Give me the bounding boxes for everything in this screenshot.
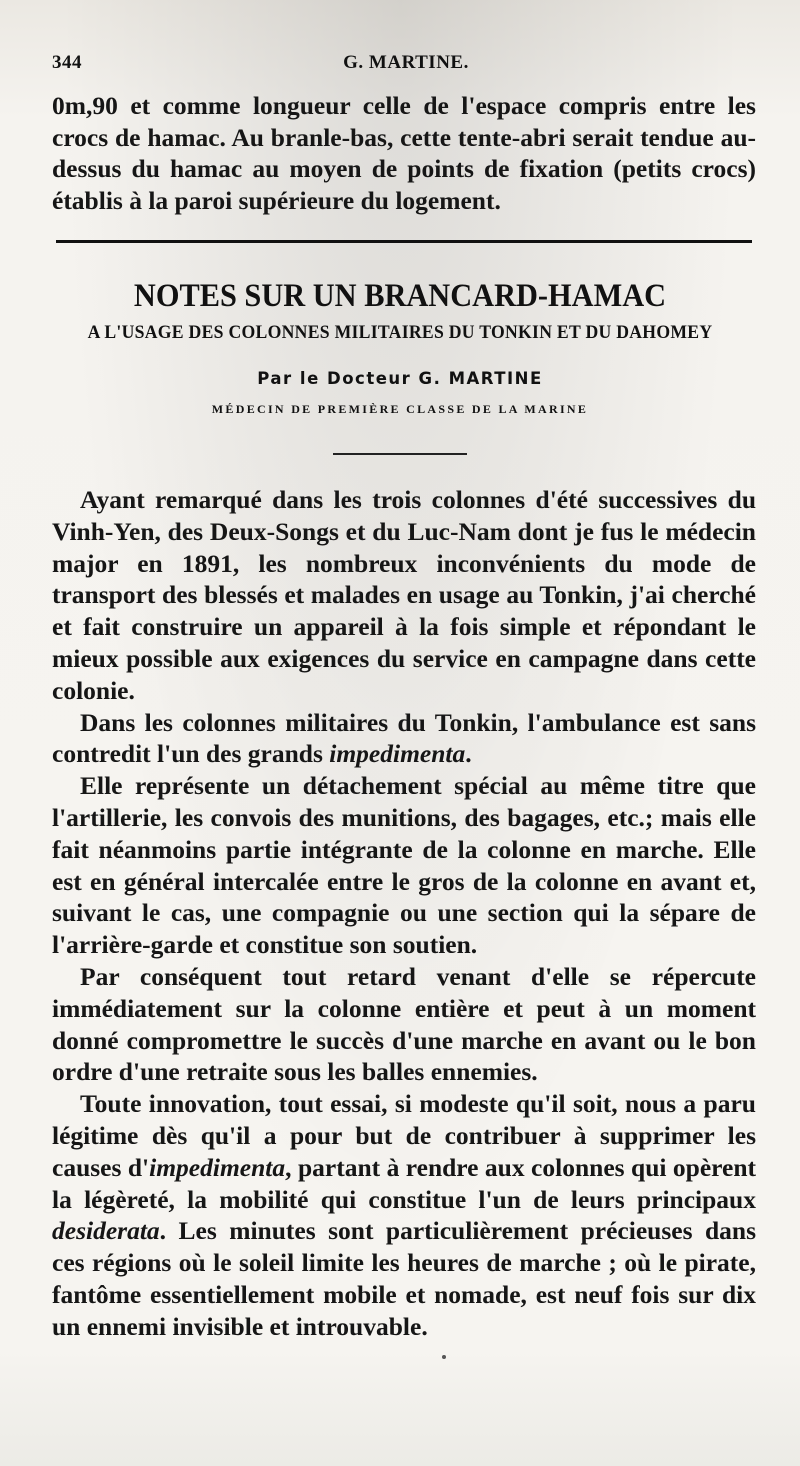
- body-paragraph-1: Ayant remarqué dans les trois colonnes d'été successives du Vinh-Yen, des Deux-Songs et du Luc-Nam dont je fus le médecin major en 1891, les nombreux inconvénients du mode de transport des blessés et malades en usage au Tonkin, j'ai cherché et fait construire un appareil à la fois simple et répondant le mieux possible aux exigences du service en campagne dans cette colonie.: [52, 485, 756, 705]
- body-paragraph-4: Par conséquent tout retard venant d'elle se répercute immédiatement sur la colonne entière et peut à un moment donné compromettre le succès d'une marche en avant ou le bon ordre d'une retraite sous les balles ennemies.: [52, 961, 756, 1087]
- italic-term: impedimenta: [149, 1152, 286, 1182]
- running-head: [52, 52, 760, 78]
- body-paragraph-2-end: .: [465, 739, 472, 769]
- article-body: [52, 484, 756, 1343]
- title-separator-rule: [333, 453, 467, 455]
- body-paragraph-5: [52, 1088, 756, 1342]
- body-paragraph-5-text-b: , partant à rendre aux colonnes qui opèrent la légèreté, la mobilité qui constitue l'un de leurs principaux: [52, 1152, 757, 1214]
- end-mark: [442, 1355, 446, 1359]
- article-subtitle: A L'USAGE DES COLONNES MILITAIRES DU TONKIN ET DU DAHOMEY: [87, 322, 713, 343]
- article-title: NOTES SUR UN BRANCARD-HAMAC: [133, 278, 667, 314]
- intro-paragraph-block: [52, 90, 756, 216]
- intro-paragraph: 0m,90 et comme longueur celle de l'espace compris entre les crocs de hamac. Au branle-bas, cette tente-abri serait tendue au-dessus du hamac au moyen de points de fixation (petits crocs) établis à la paroi supérieure du logement.: [52, 91, 756, 215]
- body-paragraph-3: Elle représente un détachement spécial au même titre que l'artillerie, les convois des munitions, des bagages, etc.; mais elle fait néanmoins partie intégrante de la colonne en marche. Elle est en général intercalée entre le gros de la colonne en avant et, suivant le cas, une compagnie ou une section qui la sépare de l'arrière-garde et constitue son soutien.: [52, 771, 756, 960]
- author-title: MÉDECIN DE PREMIÈRE CLASSE DE LA MARINE: [211, 402, 589, 416]
- section-divider-rule: [56, 240, 752, 243]
- article-byline: Par le Docteur G. MARTINE: [257, 369, 543, 388]
- running-head-author: G. MARTINE.: [343, 52, 469, 73]
- body-paragraph-5-text-c: . Les minutes sont particulièrement précieuses dans ces régions où le soleil limite les heures de marche ; où le pirate, fantôme essentiellement mobile et nomade, est neuf fois sur dix un ennemi invisible et introuvable.: [52, 1216, 756, 1341]
- italic-term: desiderata: [52, 1216, 160, 1246]
- body-paragraph-2-text: Dans les colonnes militaires du Tonkin, l'ambulance est sans contredit l'un des grands: [52, 707, 756, 769]
- body-paragraph-2: [52, 707, 756, 771]
- italic-term: impedimenta: [329, 739, 466, 769]
- body-paragraph-5-text-a: Toute innovation, tout essai, si modeste qu'il soit, nous a paru légitime dès qu'il a pour but de contribuer à supprimer les causes d': [52, 1089, 756, 1182]
- page-number: 344: [52, 52, 82, 73]
